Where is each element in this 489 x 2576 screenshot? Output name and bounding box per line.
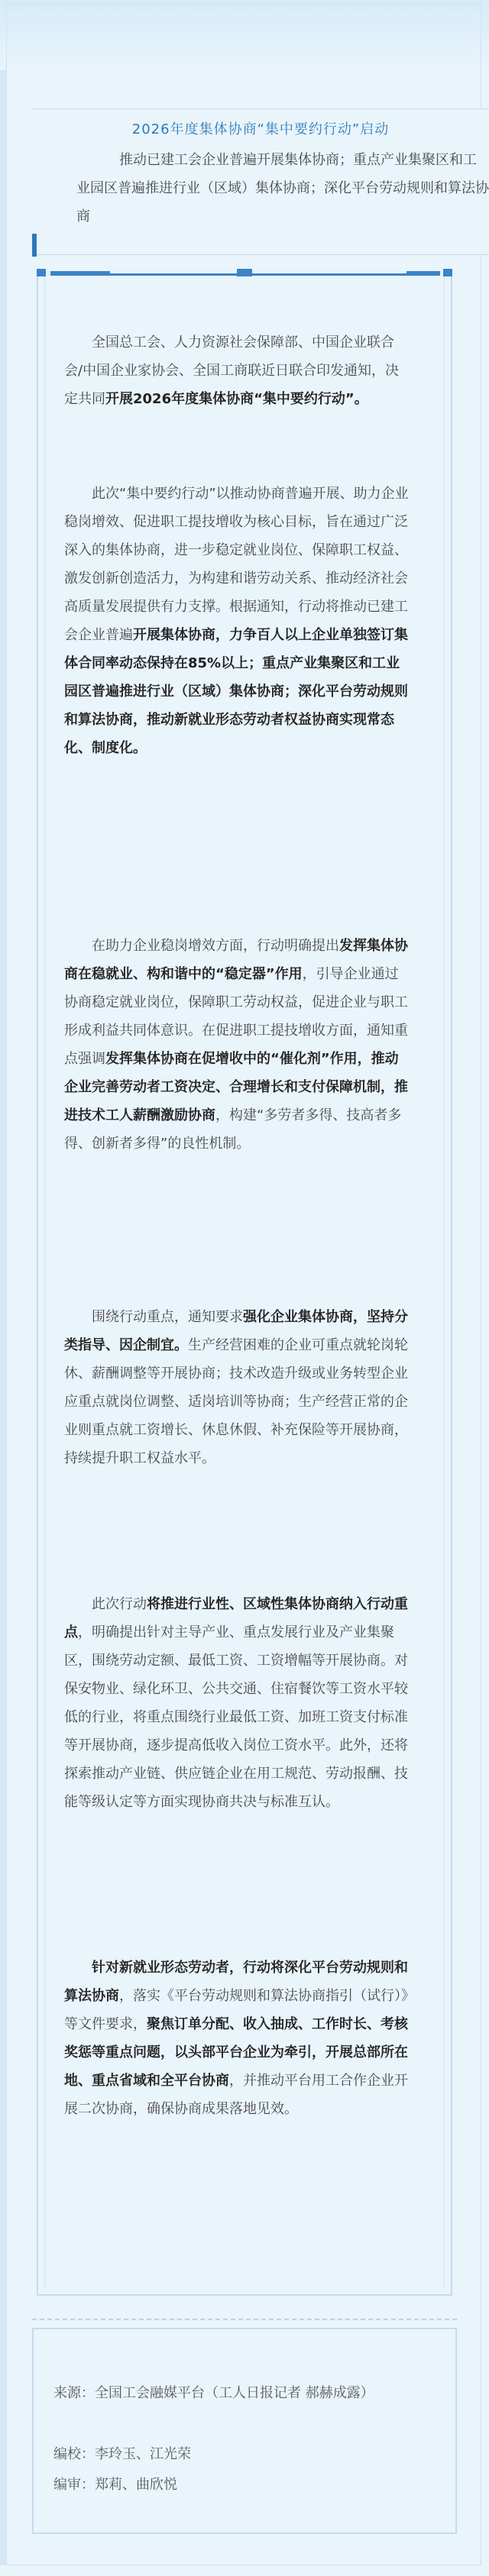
paragraph [64,1303,410,1472]
paragraph-text: 全国总工会、人力资源社会保障部、中国企业联合会/中国企业家协会、全国工商联近日联合印发通知，决定共同 [64,335,400,407]
source-credit: 来源：全国工会融媒平台（工人日报记者 郝赫成露） [53,2385,374,2401]
emphasized-text: 发挥集体协商在促增收中的“催化剂”作用，推动企业完善劳动者工资决定、合理增长和支付保障机制，推进技术工人薪酬激励协商 [64,1051,408,1123]
article-title: 2026年度集体协商“集中要约行动”启动 [131,121,390,137]
article-header [32,108,489,255]
emphasized-text: 针对新就业形态劳动者，行动将深化平台劳动规则和算法协商 [64,1960,408,2004]
subtitle-text: 推动已建工会企业普遍开展集体协商；重点产业集聚区和工业园区普遍推进行业（区域）集体协商；深化平台劳动规则和算法协商 [76,152,489,225]
emphasized-text: 强化企业集体协商，坚持分类指导、因企制宜。 [64,1309,408,1353]
footer-separator [32,2319,457,2322]
paragraph-text: 生产经营困难的企业可重点就轮岗轮休、薪酬调整等开展协商；技术改造升级或业务转型企业应重点就岗位调整、适岗培训等协商；生产经营正常的企业则重点就工资增长、休息休假、补充保险等开展协商，持续提升职工权益水平。 [64,1337,408,1466]
paragraph-text: 此次行动 [92,1596,147,1612]
emphasized-text: 开展2026年度集体协商“集中要约行动”。 [105,391,368,407]
paragraph-text: ，引导企业通过协商稳定就业岗位，保障职工劳动权益，促进企业与职工形成利益共同体意识。在促进职工提技增收方面，通知重点强调 [64,966,408,1067]
left-edge-bar [0,3,6,2565]
paragraph-text: ，构建“多劳者多得、技高者多得、创新者多得”的良性机制。 [64,1107,402,1152]
emphasized-text: 将推进行业性、区域性集体协商纳入行动重点 [64,1596,408,1640]
editor-credit: 编校：李玲玉、江光荣 [53,2446,191,2462]
paragraph-text: ，明确提出针对主导产业、重点发展行业及产业集聚区，围绕劳动定额、最低工资、工资增幅等开展协商。对保安物业、绿化环卫、公共交通、住宿餐饮等工资水平较低的行业，将重点围绕行业最低工资、加班工资支付标准等开展协商，逐步提高低收入岗位工资水平。此外，还将探索推动产业链、供应链企业在用工规范、劳动报酬、技能等级认定等方面实现协商共决与标准互认。 [64,1624,408,1810]
emphasized-text: 聚焦订单分配、收入抽成、工作时长、考核奖惩等重点问题，以头部平台企业为牵引，开展总部所在地、重点省域和全平台协商 [64,2016,408,2089]
paragraph-text: 围绕行动重点，通知要求 [92,1309,243,1325]
paragraph-text: ，并推动平台用工合作企业开展二次协商，确保协商成果落地见效。 [64,2073,408,2117]
paragraph [64,932,410,1158]
paragraph [64,480,410,762]
paragraph-text: ，落实《平台劳动规则和算法协商指引（试行）》等文件要求， [64,1988,408,2032]
emphasized-text: 发挥集体协商在稳就业、构和谐中的“稳定器”作用 [64,938,408,982]
article-subtitle [76,146,489,231]
paragraph [64,328,410,413]
article-footer [32,2328,457,2534]
paragraph [64,1954,410,2123]
paragraph-text: 在助力企业稳岗增效方面，行动明确提出 [92,938,339,954]
paragraph [64,1590,410,1816]
emphasized-text: 开展集体协商，力争百人以上企业单独签订集体合同率动态保持在85%以上；重点产业集聚区和工业园区普遍推进行业（区域）集体协商；深化平台劳动规则和算法协商，推动新就业形态劳动者权益协商实现常态化、制度化。 [64,627,408,756]
article-body [37,276,452,2296]
chief-editor-credit: 编审：郑莉、曲欣悦 [53,2477,177,2493]
paragraph-text: 此次“集中要约行动”以推动协商普遍开展、助力企业稳岗增效、促进职工提技增收为核心目标，旨在通过广泛深入的集体协商，进一步稳定就业岗位、保障职工权益、激发创新创造活力，为构建和谐劳动关系、推动经济社会高质量发展提供有力支撑。根据通知，行动将推动已建工会企业普遍 [64,486,409,643]
header-accent-marker [32,234,37,257]
